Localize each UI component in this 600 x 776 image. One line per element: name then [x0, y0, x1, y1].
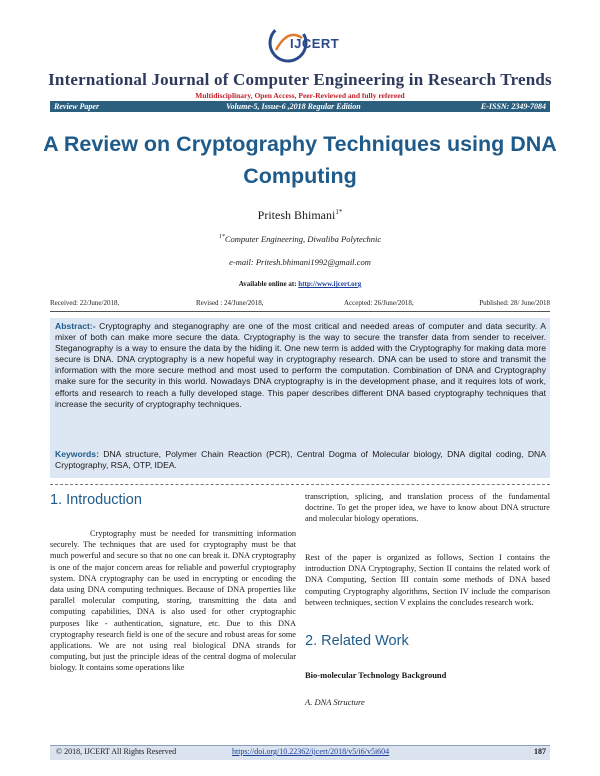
logo-text: IJCERT	[290, 36, 340, 51]
author-superscript: 1*	[335, 208, 343, 216]
paper-type: Review Paper	[54, 102, 100, 111]
abstract-label: Abstract:-	[55, 321, 96, 331]
volume-issue: Volume-5, Issue-6 ,2018 Regular Edition	[226, 102, 361, 111]
introduction-body: Cryptography must be needed for transmitting information securely. The techniques that are used for cryptography must be that much powerful and secure so that no one can break it. DNA cryptography is one of the major concern areas for reliable and powerful cryptography system. DNA cryptography can be used in encrypting or encoding the data using DNA computing techniques. Because of DNA properties like parallel molecular computing, storing, transmitting the data and computing capabilities, DNA is also used for other cryptographic purposes like - authentication, signature, etc. Due to this DNA cryptography research field is one of the secure and robust areas for some applications. We are not using real biological DNA strands for computing, but just the principle ideas of the central dogma of molecular biology. It contains some operations like	[50, 529, 296, 673]
introduction-heading: 1. Introduction	[50, 492, 142, 508]
journal-title: International Journal of Computer Engineering in Research Trends	[48, 70, 552, 89]
doi-link[interactable]: https://doi.org/10.22362/ijcert/2018/v5/i6/v5i604	[232, 747, 390, 756]
affiliation-superscript: 1*	[218, 234, 225, 241]
author	[0, 208, 600, 223]
keywords-label: Keywords:	[55, 449, 99, 459]
footer-copyright: © 2018, IJCERT All Rights Reserved	[56, 747, 177, 756]
available-label: Available online at:	[238, 280, 299, 288]
page-number: 187	[534, 747, 546, 756]
dna-structure-subheading: A. DNA Structure	[305, 697, 365, 707]
date-received: Received: 22/June/2018,	[50, 299, 120, 307]
col2-paragraph-1: transcription, splicing, and translation process of the fundamental doctrine. To get the proper idea, we have to know about DNA structure and molecular biology operations.	[305, 492, 550, 524]
date-revised: Revised : 24/June/2018,	[196, 299, 264, 307]
keywords-text: DNA structure, Polymer Chain Reaction (PCR), Central Dogma of Molecular biology, DNA digital coding, DNA Cryptography, RSA, OTP, IDEA.	[55, 449, 546, 471]
author-name: Pritesh Bhimani	[257, 208, 336, 222]
journal-subtitle: Multidisciplinary, Open Access, Peer-Reviewed and fully refereed	[195, 91, 405, 100]
keywords	[55, 449, 546, 471]
col2-paragraph-2: Rest of the paper is organized as follows, Section I contains the introduction DNA Cryptography, Section II contains the related work of DNA Computing, Section III contain some methods of DNA based computing Cryptography algorithms, Section IV include the comparison between techniques, section V explains the concludes research work.	[305, 553, 550, 607]
header-bar	[50, 101, 550, 112]
paper-title: A Review on Cryptography Techniques using DNA Computing	[43, 132, 557, 188]
affiliation	[0, 234, 600, 244]
author-email: e-mail: Pritesh.bhimani1992@gmail.com	[229, 257, 371, 267]
abstract	[55, 321, 546, 410]
bio-molecular-heading: Bio-molecular Technology Background	[305, 670, 447, 680]
journal-link[interactable]: http://www.ijcert.org	[298, 280, 362, 288]
date-published: Published: 28/ June/2018	[479, 299, 550, 307]
divider	[50, 311, 550, 312]
affiliation-text: Computer Engineering, Diwaliba Polytechnic	[224, 234, 382, 244]
abstract-text: Cryptography and steganography are one of the most critical and needed areas of computer and data security. A mixer of both can make more secure the data. Cryptography is the way to secure the transfer data from sender to receiver. Steganography is a way to ensure the data by the hiding it. One new term is added with the Cryptography for making data more secure is DNA. DNA cryptography is a new hopeful way in cryptography research. DNA can be used to store and transmit the information with the more secure method and most used to perform the computation. Combination of DNA and Cryptography make sure for the security in this world. Nowadays DNA cryptography is in the development phase, and it requires lots of work, efforts and research to reach a fully developed stage. This paper describes different DNA based cryptography techniques that increase the security of cryptography techniques.	[55, 321, 546, 409]
issn: E-ISSN: 2349-7084	[480, 102, 546, 111]
related-work-heading: 2. Related Work	[305, 633, 409, 649]
available-online	[0, 280, 600, 288]
dashed-divider	[50, 484, 550, 485]
date-accepted: Accepted: 26/June/2018,	[344, 299, 414, 307]
